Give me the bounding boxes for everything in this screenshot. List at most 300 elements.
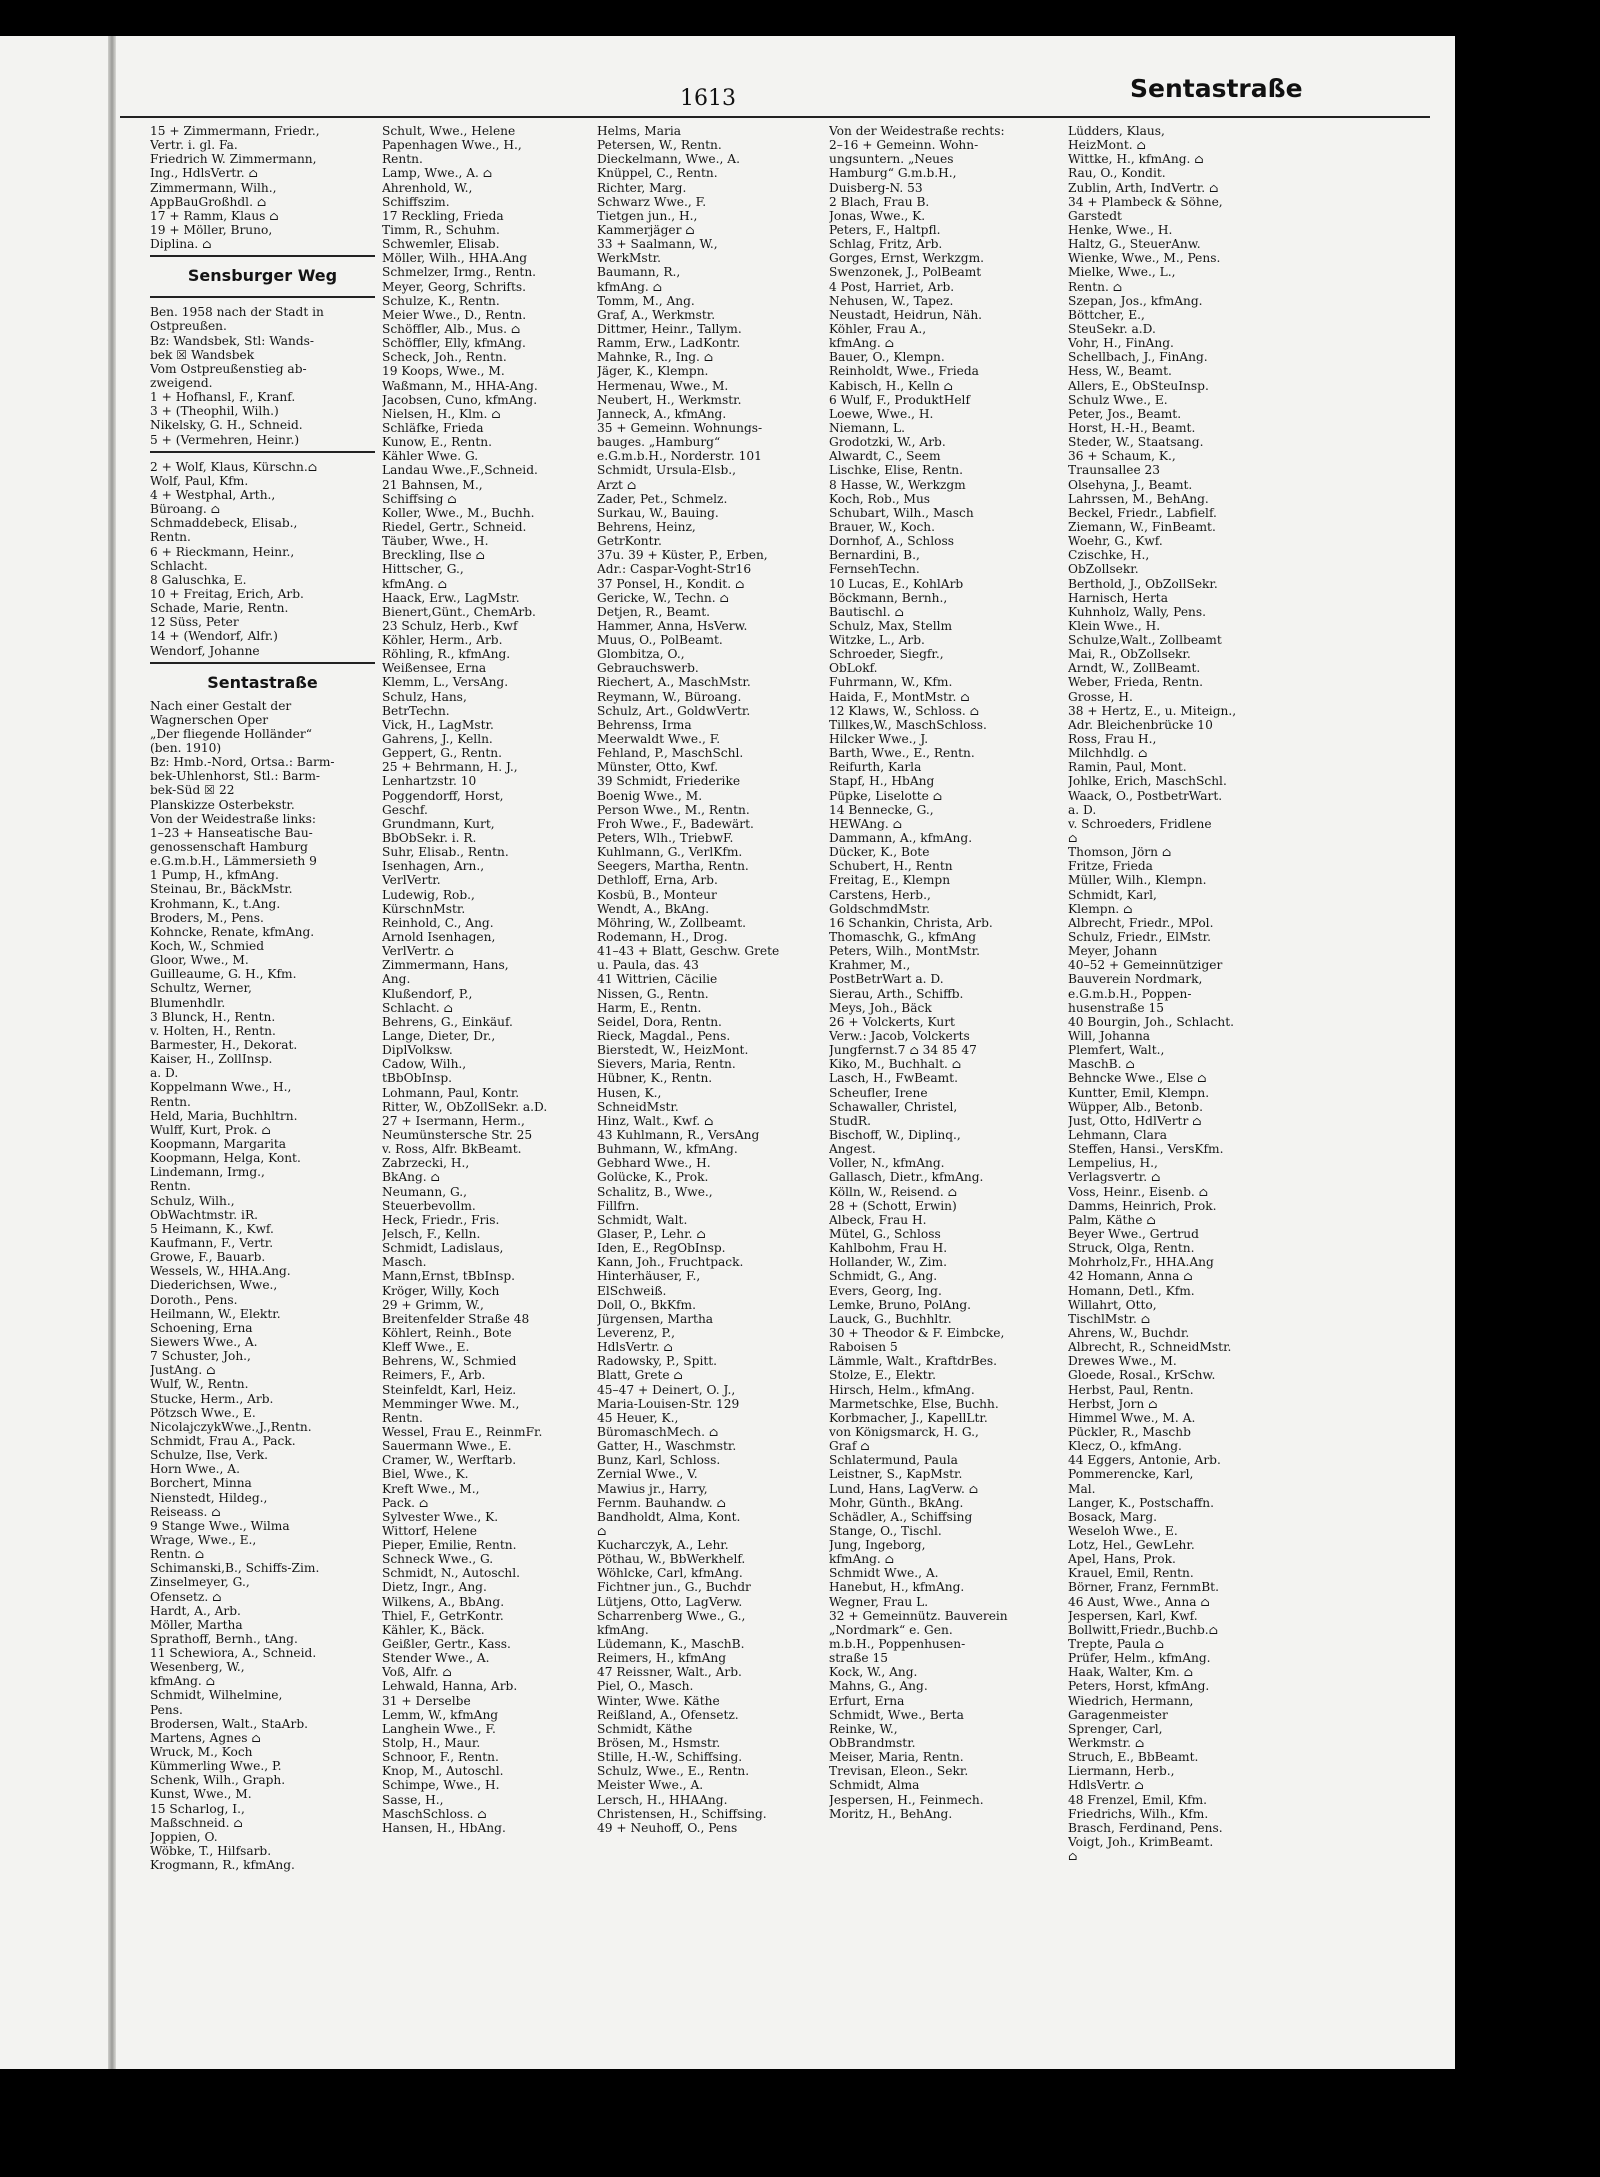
directory-entry: Garagenmeister xyxy=(1068,1707,1168,1722)
directory-entry: VerlVertr. ⌂ xyxy=(382,944,454,959)
directory-entry: 38 + Hertz, E., u. Miteign., xyxy=(1068,703,1237,718)
directory-entry: Poggendorff, Horst, xyxy=(382,788,504,803)
directory-entry: 41–43 + Blatt, Geschw. Grete xyxy=(597,944,780,959)
directory-entry: 19 + Möller, Bruno, xyxy=(150,222,273,237)
directory-entry: Meier Wwe., D., Rentn. xyxy=(382,307,527,322)
directory-entry: Tietgen jun., H., xyxy=(597,208,698,223)
directory-entry: Münster, Otto, Kwf. xyxy=(597,760,719,775)
directory-entry: Jelsch, F., Kelln. xyxy=(382,1226,481,1241)
directory-entry: Pens. xyxy=(150,1702,183,1717)
directory-entry: Nielsen, H., Klm. ⌂ xyxy=(382,406,501,421)
directory-entry: Behrens, G., Einkäuf. xyxy=(382,1014,513,1029)
directory-entry: Tillkes,W., MaschSchloss. xyxy=(829,717,987,732)
directory-entry: Zimmermann, Wilh., xyxy=(150,180,277,195)
directory-entry: „Der fliegende Holländer“ xyxy=(150,726,312,741)
directory-entry: Alwardt, C., Seem xyxy=(829,449,941,464)
directory-entry: Mahnke, R., Ing. ⌂ xyxy=(597,350,714,365)
directory-entry: Mohrholz,Fr., HHA.Ang xyxy=(1068,1255,1214,1270)
directory-entry: Mal. xyxy=(1068,1481,1096,1496)
directory-entry: Fritze, Frieda xyxy=(1068,859,1153,874)
directory-entry: Martens, Agnes ⌂ xyxy=(150,1730,261,1745)
directory-entry: Rentn. xyxy=(382,152,423,167)
directory-entry: Stucke, Herm., Arb. xyxy=(150,1391,274,1406)
directory-entry: Wessels, W., HHA.Ang. xyxy=(150,1264,291,1279)
directory-entry: Mawius jr., Harry, xyxy=(597,1481,708,1496)
directory-entry: Lehwald, Hanna, Arb. xyxy=(382,1679,518,1694)
directory-entry: Isenhagen, Arn., xyxy=(382,859,485,874)
directory-entry: Zublin, Arth, IndVertr. ⌂ xyxy=(1068,180,1219,195)
directory-entry: 26 + Volckerts, Kurt xyxy=(829,1014,955,1029)
directory-entry: Schulz, Friedr., ElMstr. xyxy=(1068,930,1212,945)
directory-entry: Kohncke, Renate, kfmAng. xyxy=(150,924,315,939)
directory-entry: Wüpper, Alb., Betonb. xyxy=(1068,1099,1203,1114)
directory-entry: Hilcker Wwe., J. xyxy=(829,732,929,747)
directory-entry: Arnold Isenhagen, xyxy=(382,930,496,945)
directory-entry: Piel, O., Masch. xyxy=(597,1679,694,1694)
directory-entry: Richter, Marg. xyxy=(597,180,687,195)
directory-entry: Scheufler, Irene xyxy=(829,1085,928,1100)
directory-entry: Sprenger, Carl, xyxy=(1068,1721,1163,1736)
directory-entry: Jacobsen, Cuno, kfmAng. xyxy=(382,392,538,407)
directory-entry: KürschnMstr. xyxy=(382,901,466,916)
directory-entry: Verlagsvertr. ⌂ xyxy=(1068,1170,1161,1185)
directory-entry: (ben. 1910) xyxy=(150,741,222,756)
directory-entry: Cadow, Wilh., xyxy=(382,1057,467,1072)
directory-entry: Iden, E., RegObInsp. xyxy=(597,1241,726,1256)
directory-entry: Arzt ⌂ xyxy=(597,477,637,492)
directory-entry: Steffen, Hansi., VersKfm. xyxy=(1068,1142,1224,1157)
directory-entry: Stolp, H., Maur. xyxy=(382,1736,481,1751)
directory-entry: Ritter, W., ObZollSekr. a.D. xyxy=(382,1099,548,1114)
directory-entry: Köhler, Herm., Arb. xyxy=(382,633,503,648)
directory-entry: Hirsch, Helm., kfmAng. xyxy=(829,1382,975,1397)
directory-entry: Swenzonek, J., PolBeamt xyxy=(829,265,982,280)
directory-entry: 15 Scharlog, I., xyxy=(150,1801,245,1816)
directory-entry: Glombitza, O., xyxy=(597,647,685,662)
directory-entry: Brauer, W., Koch. xyxy=(829,519,936,534)
directory-entry: Schmidt, N., Autoschl. xyxy=(382,1566,521,1581)
directory-entry: Rau, O., Kondit. xyxy=(1068,166,1166,181)
directory-entry: 10 Lucas, E., KohlArb xyxy=(829,576,964,591)
directory-entry: ObBrandmstr. xyxy=(829,1736,916,1751)
directory-entry: Böckmann, Bernh., xyxy=(829,590,948,605)
directory-entry: Koopmann, Helga, Kont. xyxy=(150,1151,301,1166)
directory-entry: Duisberg-N. 53 xyxy=(829,180,923,195)
directory-entry: Rieck, Magdal., Pens. xyxy=(597,1029,731,1043)
directory-entry: Wesenberg, W., xyxy=(150,1660,245,1675)
directory-entry: Brasch, Ferdinand, Pens. xyxy=(1068,1820,1223,1835)
directory-entry: 46 Aust, Wwe., Anna ⌂ xyxy=(1068,1594,1210,1609)
directory-entry: Golücke, K., Prok. xyxy=(597,1170,709,1185)
directory-entry: Meyer, Johann xyxy=(1068,944,1158,959)
directory-entry: Gatter, H., Waschmstr. xyxy=(597,1439,737,1454)
directory-entry: Steder, W., Staatsang. xyxy=(1068,435,1204,450)
directory-entry: Schmelzer, Irmg., Rentn. xyxy=(382,265,537,280)
directory-entry: Schmidt, Karl, xyxy=(1068,887,1157,902)
directory-entry: u. Paula, das. 43 xyxy=(597,958,699,973)
directory-entry: Nach einer Gestalt der xyxy=(150,698,292,713)
directory-entry: Schulz, Art., GoldwVertr. xyxy=(597,703,751,718)
directory-entry: Püpke, Liselotte ⌂ xyxy=(829,788,943,803)
directory-entry: Doroth., Pens. xyxy=(150,1292,238,1307)
directory-entry: Lenhartzstr. 10 xyxy=(382,774,477,789)
directory-entry: Behrens, W., Schmied xyxy=(382,1354,517,1369)
directory-entry: Reißland, A., Ofensetz. xyxy=(597,1707,739,1722)
directory-entry: Müller, Wilh., Klempn. xyxy=(1068,873,1207,888)
directory-entry: Palm, Käthe ⌂ xyxy=(1068,1212,1156,1227)
directory-entry: Jespersen, Karl, Kwf. xyxy=(1068,1608,1198,1623)
directory-entry: Sierau, Arth., Schiffb. xyxy=(829,986,964,1001)
directory-entry: 11 Schewiora, A., Schneid. xyxy=(150,1646,317,1661)
directory-entry: Schoening, Erna xyxy=(150,1320,253,1335)
directory-entry: Albrecht, R., SchneidMstr. xyxy=(1068,1340,1232,1355)
directory-entry: Allers, E., ObSteuInsp. xyxy=(1068,378,1209,393)
directory-entry: 48 Frenzel, Emil, Kfm. xyxy=(1068,1792,1208,1807)
directory-entry: Froh Wwe., F., Badewärt. xyxy=(597,816,754,831)
directory-entry: Täuber, Wwe., H. xyxy=(382,534,489,549)
column-2 xyxy=(382,124,592,2054)
directory-entry: Peters, Wilh., MontMstr. xyxy=(829,944,980,959)
directory-entry: Neumann, G., xyxy=(382,1184,468,1199)
directory-entry: Geißler, Gertr., Kass. xyxy=(382,1637,511,1652)
directory-entry: Wulff, Kurt, Prok. ⌂ xyxy=(150,1122,271,1137)
directory-entry: 42 Homann, Anna ⌂ xyxy=(1068,1269,1193,1284)
directory-entry: Schulze, Ilse, Verk. xyxy=(150,1448,269,1463)
directory-entry: Lüdemann, K., MaschB. xyxy=(597,1637,745,1652)
directory-entry: Klemm, L., VersAng. xyxy=(382,675,509,690)
directory-entry: Lindemann, Irmg., xyxy=(150,1165,265,1180)
directory-entry: 39 Schmidt, Friederike xyxy=(597,774,741,789)
directory-entry: Voller, N., kfmAng. xyxy=(829,1156,945,1171)
directory-entry: Thiel, F., GetrKontr. xyxy=(382,1608,504,1623)
directory-entry: Stapf, H., HbAng xyxy=(829,774,935,789)
directory-entry: Pack. ⌂ xyxy=(382,1495,429,1510)
directory-entry: Plemfert, Walt., xyxy=(1068,1043,1165,1058)
directory-entry: Schmaddebeck, Elisab., xyxy=(150,516,298,531)
directory-entry: Person Wwe., M., Rentn. xyxy=(597,802,750,817)
directory-entry: Olsehyna, J., Beamt. xyxy=(1068,477,1193,492)
directory-entry: Ramm, Erw., LadKontr. xyxy=(597,336,741,351)
rule xyxy=(150,662,375,667)
directory-entry: Albrecht, Friedr., MPol. xyxy=(1068,915,1214,930)
directory-entry: Adr.: Caspar-Voght-Str16 xyxy=(597,562,752,577)
directory-entry: Wienke, Wwe., M., Pens. xyxy=(1068,251,1221,266)
directory-entry: Himmel Wwe., M. A. xyxy=(1068,1410,1196,1425)
directory-entry: 34 + Plambeck & Söhne, xyxy=(1068,194,1223,209)
directory-entry: Schade, Marie, Rentn. xyxy=(150,601,289,616)
directory-entry: Wulf, W., Rentn. xyxy=(150,1377,249,1392)
directory-entry: Broders, M., Pens. xyxy=(150,910,264,925)
directory-entry: Nehusen, W., Tapez. xyxy=(829,293,954,308)
directory-entry: 21 Bahnsen, M., xyxy=(382,477,483,492)
directory-entry: Schlag, Fritz, Arb. xyxy=(829,237,943,252)
directory-entry: Kaiser, H., ZollInsp. xyxy=(150,1052,273,1067)
directory-entry: e.G.m.b.H., Lämmersieth 9 xyxy=(150,854,317,869)
directory-entry: Haak, Walter, Km. ⌂ xyxy=(1068,1665,1193,1680)
directory-entry: Schmidt, Wilhelmine, xyxy=(150,1688,283,1703)
directory-entry: Moritz, H., BehAng. xyxy=(829,1806,953,1821)
directory-entry: Leverenz, P., xyxy=(597,1325,675,1340)
directory-entry: Reinhold, C., Ang. xyxy=(382,915,494,930)
directory-entry: BetrTechn. xyxy=(382,703,450,718)
directory-entry: Schlatermund, Paula xyxy=(829,1453,958,1468)
directory-entry: 1 + Hofhansl, F., Kranf. xyxy=(150,390,296,405)
directory-entry: Kiko, M., Buchhalt. ⌂ xyxy=(829,1057,962,1072)
directory-entry: Harnisch, Herta xyxy=(1068,590,1168,605)
directory-entry: Seegers, Martha, Rentn. xyxy=(597,859,749,874)
directory-entry: Detjen, R., Beamt. xyxy=(597,604,711,619)
directory-entry: Pötzsch Wwe., E. xyxy=(150,1405,256,1420)
directory-entry: Weber, Frieda, Rentn. xyxy=(1068,675,1204,690)
directory-entry: 40–52 + Gemeinnütziger xyxy=(1068,958,1223,973)
directory-entry: Niemann, L. xyxy=(829,420,906,435)
directory-entry: 25 + Behrmann, H. J., xyxy=(382,760,518,775)
directory-entry: Koch, Rob., Mus xyxy=(829,491,931,506)
directory-entry: Reiseass. ⌂ xyxy=(150,1504,221,1519)
street-heading: Sentastraße xyxy=(207,672,318,692)
directory-entry: Helms, Maria xyxy=(597,124,682,138)
directory-entry: MaschB. ⌂ xyxy=(1068,1057,1135,1072)
directory-entry: bek ☒ Wandsbek xyxy=(150,347,255,362)
directory-entry: Wendorf, Johanne xyxy=(150,643,260,658)
directory-entry: Haida, F., MontMstr. ⌂ xyxy=(829,689,970,704)
directory-entry: Baumann, R., xyxy=(597,265,681,280)
directory-entry: HdlsVertr. ⌂ xyxy=(1068,1778,1144,1793)
directory-entry: Peter, Jos., Beamt. xyxy=(1068,406,1182,421)
directory-entry: Husen, K., xyxy=(597,1085,662,1100)
directory-entry: 6 + Rieckmann, Heinr., xyxy=(150,544,295,559)
directory-entry: 27 + Isermann, Herm., xyxy=(382,1113,525,1128)
directory-entry: Koppelmann Wwe., H., xyxy=(150,1080,292,1095)
directory-entry: 41 Wittrien, Cäcilie xyxy=(597,972,718,987)
directory-entry: 6 Wulf, F., ProduktHelf xyxy=(829,392,970,407)
directory-entry: Lempelius, H., xyxy=(1068,1156,1158,1171)
directory-entry: Böttcher, E., xyxy=(1068,307,1145,322)
directory-entry: Reimers, F., Arb. xyxy=(382,1368,486,1383)
directory-entry: Gericke, W., Techn. ⌂ xyxy=(597,590,729,605)
directory-entry: 37 Ponsel, H., Kondit. ⌂ xyxy=(597,576,745,591)
directory-entry: Geschf. xyxy=(382,802,428,817)
directory-entry: Schimpe, Wwe., H. xyxy=(382,1778,500,1793)
directory-entry: Lemm, W., kfmAng xyxy=(382,1707,499,1722)
directory-entry: Gorges, Ernst, Werkzgm. xyxy=(829,251,984,266)
directory-entry: Kammerjäger ⌂ xyxy=(597,222,695,237)
directory-entry: 30 + Theodor & F. Eimbcke, xyxy=(829,1325,1005,1340)
directory-entry: bauges. „Hamburg“ xyxy=(597,435,721,450)
directory-entry: v. Holten, H., Rentn. xyxy=(150,1023,276,1038)
directory-entry: 19 Koops, Wwe., M. xyxy=(382,364,505,379)
directory-entry: Bierstedt, W., HeizMont. xyxy=(597,1043,749,1058)
directory-entry: Rentn. ⌂ xyxy=(150,1547,205,1562)
directory-entry: Doll, O., BkKfm. xyxy=(597,1297,696,1312)
directory-entry: ObWachtmstr. iR. xyxy=(150,1207,258,1222)
directory-entry: Schlacht. xyxy=(150,558,208,573)
directory-entry: 4 Post, Harriet, Arb. xyxy=(829,279,955,294)
directory-entry: 8 Galuschka, E. xyxy=(150,572,247,587)
directory-entry: Kähler Wwe. G. xyxy=(382,449,479,464)
directory-entry: Diplina. ⌂ xyxy=(150,237,212,252)
directory-entry: Kuntter, Emil, Klempn. xyxy=(1068,1085,1210,1100)
directory-entry: Meyer, Georg, Schrifts. xyxy=(382,279,526,294)
directory-entry: Biel, Wwe., K. xyxy=(382,1467,469,1482)
directory-entry: Horn Wwe., A. xyxy=(150,1462,240,1477)
directory-entry: husenstraße 15 xyxy=(1068,1000,1164,1015)
directory-entry: Thomaschk, G., kfmAng xyxy=(829,930,977,945)
directory-entry: 23 Schulz, Herb., Kwf xyxy=(382,618,518,633)
directory-entry: Bienert,Günt., ChemArb. xyxy=(382,604,536,619)
directory-entry: Landau Wwe.,F.,Schneid. xyxy=(382,463,538,478)
directory-entry: Kähler, K., Bäck. xyxy=(382,1622,485,1637)
directory-entry: Hübner, K., Rentn. xyxy=(597,1071,713,1086)
directory-entry: Hinterhäuser, F., xyxy=(597,1269,701,1284)
directory-entry: Wittke, H., kfmAng. ⌂ xyxy=(1068,152,1204,167)
directory-entry: Barth, Wwe., E., Rentn. xyxy=(829,746,975,761)
directory-entry: 12 Süss, Peter xyxy=(150,615,239,630)
directory-entry: Grodotzki, W., Arb. xyxy=(829,435,946,450)
directory-entry: v. Schroeders, Fridlene xyxy=(1068,816,1212,831)
directory-entry: Surkau, W., Bauing. xyxy=(597,505,719,520)
directory-entry: Schmidt, Ursula-Elsb., xyxy=(597,463,737,478)
directory-entry: Schulz, Max, Stellm xyxy=(829,618,953,633)
directory-entry: Lehmann, Clara xyxy=(1068,1127,1168,1142)
directory-entry: Bosack, Marg. xyxy=(1068,1509,1158,1524)
directory-entry: Bernardini, B., xyxy=(829,548,920,563)
directory-entry: Schellbach, J., FinAng. xyxy=(1068,350,1208,365)
directory-entry: HEWAng. ⌂ xyxy=(829,816,902,831)
directory-entry: Timm, R., Schuhm. xyxy=(382,222,500,237)
directory-entry: Wöbke, T., Hilfsarb. xyxy=(150,1844,272,1859)
directory-entry: Sauermann Wwe., E. xyxy=(382,1439,512,1454)
directory-entry: ungsuntern. „Neues xyxy=(829,152,954,167)
directory-entry: Meys, Joh., Bäck xyxy=(829,1000,932,1015)
directory-entry: Rentn. xyxy=(382,1410,423,1425)
directory-entry: Schulz Wwe., E. xyxy=(1068,392,1168,407)
directory-entry: 5 Heimann, K., Kwf. xyxy=(150,1221,274,1236)
directory-entry: Rentn. xyxy=(150,1094,191,1109)
directory-entry: Barmester, H., Dekorat. xyxy=(150,1038,298,1053)
directory-entry: Prüfer, Helm., kfmAng. xyxy=(1068,1651,1211,1666)
directory-entry: Scheck, Joh., Rentn. xyxy=(382,350,507,365)
page-number: 1613 xyxy=(680,86,736,111)
directory-entry: Jonas, Wwe., K. xyxy=(829,208,926,223)
directory-entry: a. D. xyxy=(1068,802,1097,817)
directory-entry: Pommerencke, Karl, xyxy=(1068,1467,1194,1482)
directory-entry: Wiedrich, Hermann, xyxy=(1068,1693,1194,1708)
directory-entry: bek-Süd ☒ 22 xyxy=(150,783,235,798)
directory-entry: BbObSekr. i. R. xyxy=(382,831,477,846)
directory-entry: 40 Bourgin, Joh., Schlacht. xyxy=(1068,1014,1234,1029)
directory-entry: Schöffler, Alb., Mus. ⌂ xyxy=(382,321,521,336)
directory-entry: Köhler, Frau A., xyxy=(829,321,927,336)
directory-entry: Behrens, Heinz, xyxy=(597,519,696,534)
directory-entry: Schmidt, Alma xyxy=(829,1778,920,1793)
column-4 xyxy=(829,124,1062,2054)
directory-entry: Waack, O., PostbetrWart. xyxy=(1068,788,1223,803)
directory-entry: v. Ross, Alfr. BkBeamt. xyxy=(382,1142,522,1157)
directory-entry: kfmAng. ⌂ xyxy=(597,279,662,294)
directory-entry: 43 Kuhlmann, R., VersAng xyxy=(597,1127,760,1142)
directory-entry: DiplVolksw. xyxy=(382,1043,453,1058)
directory-entry: Rodemann, H., Drog. xyxy=(597,930,728,945)
directory-entry: Schulz, Wilh., xyxy=(150,1193,235,1208)
directory-entry: Korbmacher, J., KapellLtr. xyxy=(829,1410,988,1425)
directory-entry: Möller, Martha xyxy=(150,1617,243,1632)
directory-entry: Von der Weidestraße rechts: xyxy=(829,124,1005,138)
directory-entry: kfmAng. ⌂ xyxy=(382,576,447,591)
directory-entry: Sievers, Maria, Rentn. xyxy=(597,1057,736,1072)
directory-entry: Zernial Wwe., V. xyxy=(597,1467,698,1482)
directory-entry: Mahns, G., Ang. xyxy=(829,1679,928,1694)
directory-entry: Willahrt, Otto, xyxy=(1068,1297,1157,1312)
directory-entry: Zimmermann, Hans, xyxy=(382,958,509,973)
directory-entry: zweigend. xyxy=(150,375,213,390)
directory-entry: Pöthau, W., BbWerkhelf. xyxy=(597,1552,746,1567)
directory-entry: Papenhagen Wwe., H., xyxy=(382,138,522,153)
directory-entry: 14 + (Wendorf, Alfr.) xyxy=(150,629,278,644)
directory-entry: Peters, Wlh., TriebwF. xyxy=(597,831,734,846)
directory-entry: kfmAng. ⌂ xyxy=(150,1674,215,1689)
directory-entry: JustAng. ⌂ xyxy=(150,1363,216,1378)
directory-entry: Dietz, Ingr., Ang. xyxy=(382,1580,487,1595)
directory-entry: 17 + Ramm, Klaus ⌂ xyxy=(150,208,279,223)
directory-entry: Thomson, Jörn ⌂ xyxy=(1068,845,1172,860)
directory-entry: Bautischl. ⌂ xyxy=(829,604,904,619)
directory-entry: Radowsky, P., Spitt. xyxy=(597,1354,718,1369)
directory-entry: Mielke, Wwe., L., xyxy=(1068,265,1176,280)
directory-entry: Kahlbohm, Frau H. xyxy=(829,1241,948,1256)
directory-entry: Schulze, K., Rentn. xyxy=(382,293,500,308)
directory-entry: Rentn. ⌂ xyxy=(1068,279,1123,294)
directory-entry: Brodersen, Walt., StaArb. xyxy=(150,1716,308,1731)
directory-entry: 15 + Zimmermann, Friedr., xyxy=(150,124,320,138)
directory-entry: Knüppel, C., Rentn. xyxy=(597,166,718,181)
directory-entry: Borchert, Minna xyxy=(150,1476,252,1491)
directory-entry: Lämmle, Walt., KraftdrBes. xyxy=(829,1354,998,1369)
directory-entry: Bauer, O., Klempn. xyxy=(829,350,945,365)
directory-entry: Beyer Wwe., Gertrud xyxy=(1068,1226,1199,1241)
directory-entry: Hamburg“ G.m.b.H., xyxy=(829,166,957,181)
directory-entry: 7 Schuster, Joh., xyxy=(150,1349,251,1364)
directory-entry: Jespersen, H., Feinmech. xyxy=(829,1792,984,1807)
directory-entry: Trepte, Paula ⌂ xyxy=(1068,1637,1164,1652)
directory-entry: Czischke, H., xyxy=(1068,548,1150,563)
directory-entry: Bz: Wandsbek, Stl: Wands- xyxy=(150,333,315,348)
rule xyxy=(150,296,375,301)
directory-entry: Mann,Ernst, tBbInsp. xyxy=(382,1269,516,1284)
directory-entry: Blumenhdlr. xyxy=(150,995,226,1010)
directory-entry: Graf ⌂ xyxy=(829,1439,870,1454)
directory-entry: Kölln, W., Reisend. ⌂ xyxy=(829,1184,957,1199)
directory-entry: Buhmann, W., kfmAng. xyxy=(597,1142,738,1157)
directory-entry: Riechert, A., MaschMstr. xyxy=(597,675,751,690)
directory-entry: Schult, Wwe., Helene xyxy=(382,124,516,138)
directory-entry: Guilleaume, G. H., Kfm. xyxy=(150,967,297,982)
directory-entry: Evers, Georg, Ing. xyxy=(829,1283,942,1298)
directory-entry: Seidel, Dora, Rentn. xyxy=(597,1014,722,1029)
directory-entry: ObZollsekr. xyxy=(1068,562,1139,577)
directory-entry: Schawaller, Christel, xyxy=(829,1099,958,1114)
directory-entry: ObLokf. xyxy=(829,661,878,676)
directory-entry: 3 + (Theophil, Wilh.) xyxy=(150,404,279,419)
directory-entry: m.b.H., Poppenhusen- xyxy=(829,1637,966,1652)
directory-entry: Bollwitt,Friedr.,Buchb.⌂ xyxy=(1068,1622,1218,1637)
directory-entry: 36 + Schaum, K., xyxy=(1068,449,1176,464)
directory-entry: ⌂ xyxy=(1068,1849,1078,1864)
directory-entry: Heck, Friedr., Fris. xyxy=(382,1212,500,1227)
directory-entry: Struch, E., BbBeamt. xyxy=(1068,1750,1199,1765)
directory-entry: Gloor, Wwe., M. xyxy=(150,953,249,968)
directory-entry: Krahmer, M., xyxy=(829,958,911,973)
